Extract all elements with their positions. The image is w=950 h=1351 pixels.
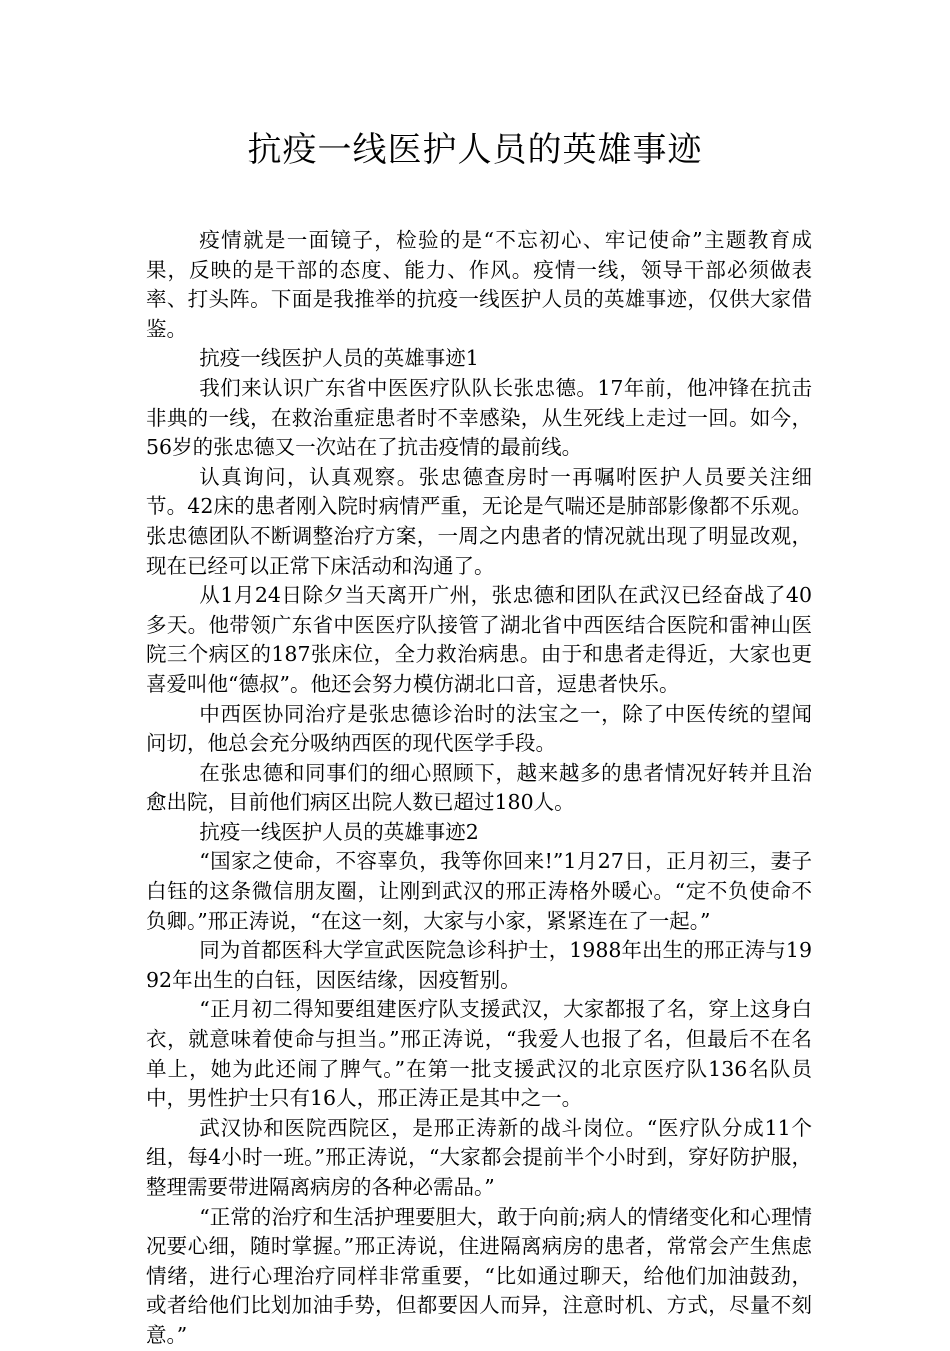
paragraph: “国家之使命，不容辜负，我等你回来!”1月27日，正月初三，妻子白钰的这条微信朋友圈，让刚到武汉的邢正涛格外暖心。“定不负使命不负卿。”邢正涛说，“在这一刻，大家与小家，紧紧连在了一起。” [146, 849, 812, 933]
paragraph: 在张忠德和同事们的细心照顾下，越来越多的患者情况好转并且治愈出院，目前他们病区出院人数已超过180人。 [146, 760, 812, 815]
section-heading-1: 抗疫一线医护人员的英雄事迹1 [199, 346, 479, 371]
section-heading-2: 抗疫一线医护人员的英雄事迹2 [199, 819, 479, 844]
paragraph: 武汉协和医院西院区，是邢正涛新的战斗岗位。“医疗队分成11个组，每4小时一班。”邢正涛说，“大家都会提前半个小时到，穿好防护服，整理需要带进隔离病房的各种必需品。” [146, 1115, 812, 1199]
paragraph: 同为首都医科大学宣武医院急诊科护士，1988年出生的邢正涛与1992年出生的白钰，因医结缘，因疫暂别。 [146, 938, 812, 992]
paragraph: 我们来认识广东省中医医疗队队长张忠德。17年前，他冲锋在抗击非典的一线，在救治重症患者时不幸感染，从生死线上走过一回。如今，56岁的张忠德又一次站在了抗击疫情的最前线。 [146, 375, 812, 460]
paragraph-intro: 疫情就是一面镜子，检验的是“不忘初心、牢记使命”主题教育成果，反映的是干部的态度、能力、作风。疫情一线，领导干部必须做表率、打头阵。下面是我推举的抗疫一线医护人员的英雄事迹，仅供大家借鉴。 [146, 228, 812, 341]
paragraph: 从1月24日除夕当天离开广州，张忠德和团队在武汉已经奋战了40多天。他带领广东省中医医疗队接管了湖北省中西医结合医院和雷神山医院三个病区的187张床位，全力救治病患。由于和患者走得近，大家也更喜爱叫他“德叔”。他还会努力模仿湖北口音，逗患者快乐。 [146, 583, 812, 696]
paragraph: “正月初二得知要组建医疗队支援武汉，大家都报了名，穿上这身白衣，就意味着使命与担当。”邢正涛说，“我爱人也报了名，但最后不在名单上，她为此还闹了脾气。”在第一批支援武汉的北京医疗队136名队员中，男性护士只有16人，邢正涛正是其中之一。 [146, 997, 812, 1111]
document-body [146, 226, 812, 1351]
paragraph: 认真询问，认真观察。张忠德查房时一再嘱咐医护人员要关注细节。42床的患者刚入院时病情严重，无论是气喘还是肺部影像都不乐观。张忠德团队不断调整治疗方案，一周之内患者的情况就出现了明显改观，现在已经可以正常下床活动和沟通了。 [146, 464, 812, 578]
paragraph: 中西医协同治疗是张忠德诊治时的法宝之一，除了中医传统的望闻问切，他总会充分吸纳西医的现代医学手段。 [146, 701, 812, 756]
paragraph: “正常的治疗和生活护理要胆大，敢于向前;病人的情绪变化和心理情况要心细，随时掌握。”邢正涛说，住进隔离病房的患者，常常会产生焦虑情绪，进行心理治疗同样非常重要，“比如通过聊天，给他们加油鼓劲，或者给他们比划加油手势，但都要因人而异，注意时机、方式，尽量不刻意。” [146, 1204, 812, 1347]
document-title: 抗疫一线医护人员的英雄事迹 [247, 130, 703, 170]
